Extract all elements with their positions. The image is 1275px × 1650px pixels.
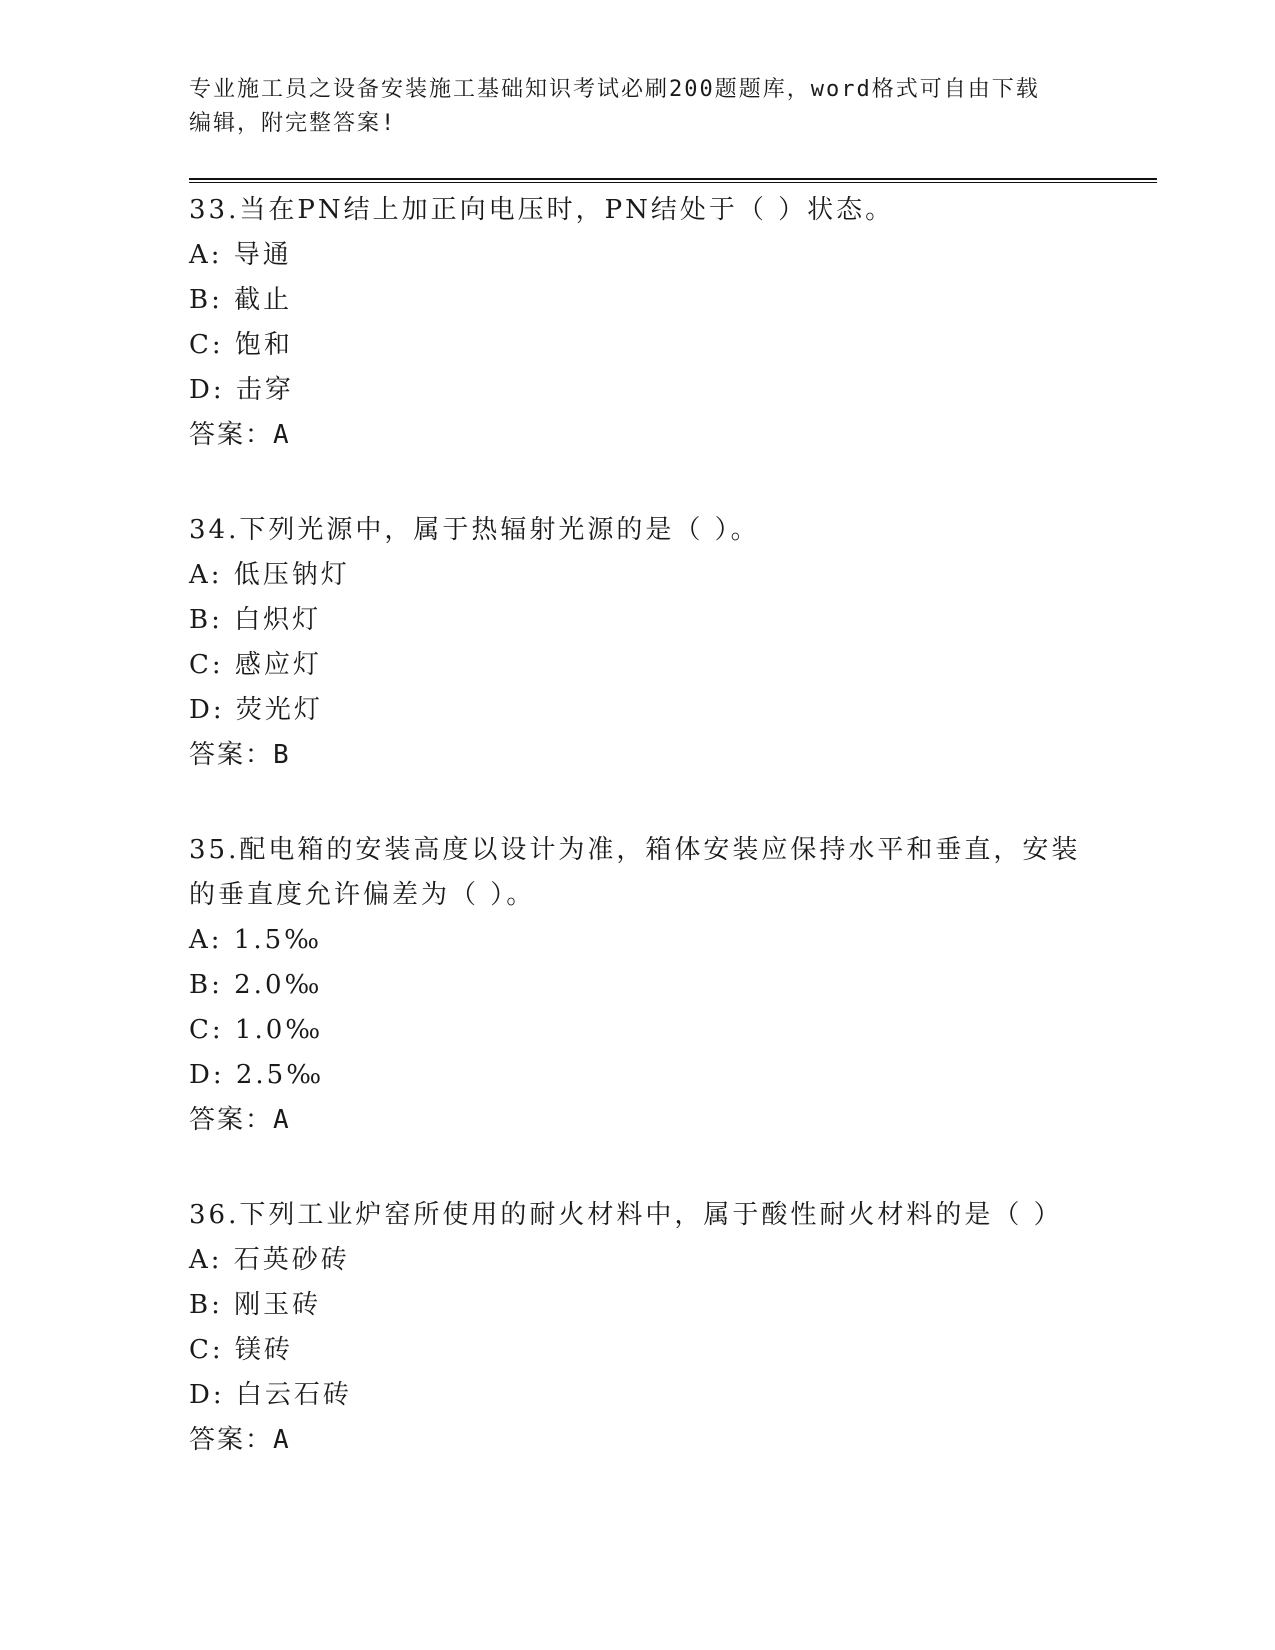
header-title-line-2: 编辑，附完整答案! (189, 111, 397, 136)
answer-line: 答案：A (189, 420, 291, 450)
option-a: A: 导通 (189, 240, 292, 270)
option-c: C: 1.0‰ (189, 1015, 324, 1045)
question-34 (189, 508, 1089, 778)
question-36 (189, 1193, 1089, 1463)
option-b: B: 截止 (189, 285, 293, 315)
option-c: C: 镁砖 (189, 1335, 293, 1365)
answer-line: 答案：B (189, 740, 291, 770)
header-title-line-1: 专业施工员之设备安装施工基础知识考试必刷200题题库，word格式可自由下载 (189, 77, 1040, 102)
question-stem: 35.配电箱的安装高度以设计为准，箱体安装应保持水平和垂直，安装 (189, 835, 1081, 865)
option-a: A: 1.5‰ (189, 925, 323, 955)
option-a: A: 石英砂砖 (189, 1245, 350, 1275)
question-stem: 34.下列光源中，属于热辐射光源的是（ ）。 (189, 515, 760, 545)
option-b: B: 刚玉砖 (189, 1290, 322, 1320)
answer-line: 答案：A (189, 1105, 291, 1135)
option-d: D: 荧光灯 (189, 695, 323, 725)
question-35 (189, 828, 1089, 1143)
question-stem: 33.当在PN结上加正向电压时，PN结处于（ ）状态。 (189, 195, 895, 225)
option-c: C: 饱和 (189, 330, 293, 360)
option-a: A: 低压钠灯 (189, 560, 350, 590)
option-b: B: 2.0‰ (189, 970, 323, 1000)
option-b: B: 白炽灯 (189, 605, 322, 635)
question-33 (189, 188, 1089, 458)
option-d: D: 2.5‰ (189, 1060, 325, 1090)
question-stem-continued: 的垂直度允许偏差为（ ）。 (189, 880, 536, 910)
question-list (189, 188, 1089, 1513)
answer-line: 答案：A (189, 1425, 291, 1455)
option-c: C: 感应灯 (189, 650, 322, 680)
option-d: D: 白云石砖 (189, 1380, 352, 1410)
option-d: D: 击穿 (189, 375, 294, 405)
question-stem: 36.下列工业炉窑所使用的耐火材料中，属于酸性耐火材料的是（ ） (189, 1200, 1063, 1230)
document-header (189, 73, 1089, 141)
header-divider (189, 178, 1157, 183)
